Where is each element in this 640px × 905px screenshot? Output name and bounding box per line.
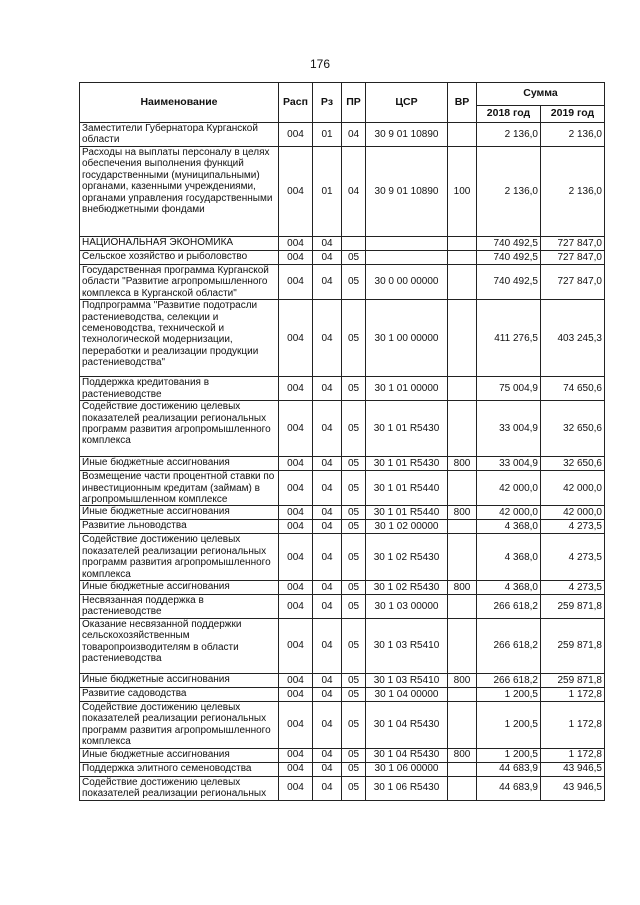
row-sum-2018: 44 683,9 xyxy=(477,776,541,800)
row-vr xyxy=(448,237,477,251)
row-pr xyxy=(342,237,366,251)
row-rz: 01 xyxy=(313,123,342,147)
row-vr xyxy=(448,619,477,674)
row-pr: 05 xyxy=(342,702,366,749)
row-name: Иные бюджетные ассигнования xyxy=(80,506,279,520)
row-rasp: 004 xyxy=(279,619,313,674)
row-vr: 800 xyxy=(448,674,477,688)
row-csr: 30 1 03 R5410 xyxy=(366,619,448,674)
row-pr: 05 xyxy=(342,674,366,688)
table-row xyxy=(80,251,605,265)
row-sum-2019: 42 000,0 xyxy=(541,506,605,520)
row-name: Подпрограмма "Развитие подотрасли растениеводства, селекции и семеноводства, технической и технологической модернизации, переработки и реализации продукции растениеводства" xyxy=(80,300,279,377)
row-name: Иные бюджетные ассигнования xyxy=(80,748,279,762)
row-pr: 04 xyxy=(342,147,366,237)
row-sum-2018: 266 618,2 xyxy=(477,619,541,674)
row-name: Государственная программа Курганской области "Развитие агропромышленного комплекса в Курганской области" xyxy=(80,265,279,300)
row-sum-2019: 32 650,6 xyxy=(541,457,605,471)
row-csr: 30 1 02 00000 xyxy=(366,520,448,534)
row-sum-2019: 259 871,8 xyxy=(541,674,605,688)
row-vr xyxy=(448,265,477,300)
row-sum-2018: 33 004,9 xyxy=(477,457,541,471)
row-rz: 04 xyxy=(313,748,342,762)
row-vr: 100 xyxy=(448,147,477,237)
header-pr: ПР xyxy=(342,83,366,123)
row-pr: 05 xyxy=(342,377,366,401)
row-sum-2019: 42 000,0 xyxy=(541,471,605,506)
row-name: Возмещение части процентной ставки по инвестиционным кредитам (займам) в агропромышленном комплексе xyxy=(80,471,279,506)
table-row xyxy=(80,457,605,471)
row-vr xyxy=(448,702,477,749)
row-sum-2019: 4 273,5 xyxy=(541,520,605,534)
row-rz: 04 xyxy=(313,457,342,471)
row-rasp: 004 xyxy=(279,265,313,300)
row-csr: 30 1 01 R5430 xyxy=(366,401,448,457)
row-sum-2019: 4 273,5 xyxy=(541,581,605,595)
row-csr: 30 1 03 R5410 xyxy=(366,674,448,688)
table-row xyxy=(80,401,605,457)
row-sum-2018: 4 368,0 xyxy=(477,581,541,595)
row-sum-2018: 1 200,5 xyxy=(477,748,541,762)
header-vr: ВР xyxy=(448,83,477,123)
table-row xyxy=(80,595,605,619)
table-row xyxy=(80,619,605,674)
row-pr: 05 xyxy=(342,762,366,776)
row-rz: 04 xyxy=(313,776,342,800)
row-csr: 30 1 06 R5430 xyxy=(366,776,448,800)
row-sum-2018: 411 276,5 xyxy=(477,300,541,377)
row-rasp: 004 xyxy=(279,377,313,401)
row-sum-2019: 43 946,5 xyxy=(541,762,605,776)
row-vr xyxy=(448,534,477,581)
row-pr: 05 xyxy=(342,619,366,674)
row-rz: 04 xyxy=(313,619,342,674)
row-rz: 04 xyxy=(313,702,342,749)
row-rz: 04 xyxy=(313,471,342,506)
row-sum-2019: 1 172,8 xyxy=(541,702,605,749)
row-sum-2019: 727 847,0 xyxy=(541,251,605,265)
row-pr: 05 xyxy=(342,265,366,300)
row-vr xyxy=(448,251,477,265)
row-csr: 30 1 00 00000 xyxy=(366,300,448,377)
row-name: Заместители Губернатора Курганской области xyxy=(80,123,279,147)
row-pr: 05 xyxy=(342,581,366,595)
row-csr: 30 1 04 R5430 xyxy=(366,702,448,749)
row-sum-2018: 33 004,9 xyxy=(477,401,541,457)
row-vr xyxy=(448,401,477,457)
row-vr xyxy=(448,688,477,702)
row-vr: 800 xyxy=(448,748,477,762)
row-rasp: 004 xyxy=(279,748,313,762)
header-2018: 2018 год xyxy=(477,106,541,123)
row-rz: 04 xyxy=(313,265,342,300)
row-csr: 30 1 06 00000 xyxy=(366,762,448,776)
row-sum-2019: 1 172,8 xyxy=(541,688,605,702)
header-sum: Сумма xyxy=(477,83,605,106)
row-sum-2018: 2 136,0 xyxy=(477,123,541,147)
row-pr: 05 xyxy=(342,595,366,619)
row-sum-2018: 42 000,0 xyxy=(477,506,541,520)
row-csr: 30 1 02 R5430 xyxy=(366,581,448,595)
table-row xyxy=(80,237,605,251)
row-vr xyxy=(448,595,477,619)
row-name: Содействие достижению целевых показателей реализации региональных xyxy=(80,776,279,800)
row-sum-2018: 1 200,5 xyxy=(477,702,541,749)
row-vr xyxy=(448,471,477,506)
header-rasp: Расп xyxy=(279,83,313,123)
row-sum-2018: 266 618,2 xyxy=(477,595,541,619)
row-sum-2018: 2 136,0 xyxy=(477,147,541,237)
row-rasp: 004 xyxy=(279,581,313,595)
row-rz: 04 xyxy=(313,534,342,581)
row-rasp: 004 xyxy=(279,471,313,506)
row-sum-2019: 32 650,6 xyxy=(541,401,605,457)
row-rasp: 004 xyxy=(279,457,313,471)
row-name: НАЦИОНАЛЬНАЯ ЭКОНОМИКА xyxy=(80,237,279,251)
row-csr: 30 1 04 R5430 xyxy=(366,748,448,762)
row-sum-2018: 44 683,9 xyxy=(477,762,541,776)
table-row xyxy=(80,265,605,300)
row-pr: 05 xyxy=(342,776,366,800)
table-row xyxy=(80,534,605,581)
row-sum-2018: 4 368,0 xyxy=(477,520,541,534)
row-rz: 04 xyxy=(313,506,342,520)
row-rz: 04 xyxy=(313,520,342,534)
row-rasp: 004 xyxy=(279,762,313,776)
row-rasp: 004 xyxy=(279,401,313,457)
row-pr: 05 xyxy=(342,520,366,534)
row-pr: 05 xyxy=(342,300,366,377)
row-sum-2019: 403 245,3 xyxy=(541,300,605,377)
budget-table xyxy=(79,82,605,801)
row-rasp: 004 xyxy=(279,123,313,147)
row-rasp: 004 xyxy=(279,300,313,377)
header-name: Наименование xyxy=(80,83,279,123)
table-row xyxy=(80,123,605,147)
row-name: Поддержка элитного семеноводства xyxy=(80,762,279,776)
row-rasp: 004 xyxy=(279,237,313,251)
row-pr: 04 xyxy=(342,123,366,147)
row-csr xyxy=(366,237,448,251)
row-name: Иные бюджетные ассигнования xyxy=(80,674,279,688)
row-name: Несвязанная поддержка в растениеводстве xyxy=(80,595,279,619)
table-row xyxy=(80,702,605,749)
row-pr: 05 xyxy=(342,534,366,581)
row-rasp: 004 xyxy=(279,251,313,265)
row-vr: 800 xyxy=(448,457,477,471)
row-csr: 30 1 01 R5430 xyxy=(366,457,448,471)
row-rz: 04 xyxy=(313,300,342,377)
row-pr: 05 xyxy=(342,748,366,762)
row-name: Поддержка кредитования в растениеводстве xyxy=(80,377,279,401)
row-csr: 30 1 01 00000 xyxy=(366,377,448,401)
row-sum-2018: 740 492,5 xyxy=(477,251,541,265)
row-sum-2018: 266 618,2 xyxy=(477,674,541,688)
row-rasp: 004 xyxy=(279,147,313,237)
row-sum-2019: 727 847,0 xyxy=(541,265,605,300)
row-sum-2019: 2 136,0 xyxy=(541,123,605,147)
row-vr xyxy=(448,377,477,401)
row-rasp: 004 xyxy=(279,595,313,619)
row-csr: 30 1 02 R5430 xyxy=(366,534,448,581)
row-name: Развитие садоводства xyxy=(80,688,279,702)
row-csr: 30 1 03 00000 xyxy=(366,595,448,619)
row-rasp: 004 xyxy=(279,520,313,534)
table-row xyxy=(80,471,605,506)
row-pr: 05 xyxy=(342,688,366,702)
row-rz: 04 xyxy=(313,401,342,457)
table-row xyxy=(80,762,605,776)
row-vr xyxy=(448,776,477,800)
row-rz: 04 xyxy=(313,377,342,401)
table-row xyxy=(80,506,605,520)
row-pr: 05 xyxy=(342,251,366,265)
row-rz: 04 xyxy=(313,251,342,265)
row-sum-2019: 259 871,8 xyxy=(541,619,605,674)
row-rz: 04 xyxy=(313,762,342,776)
row-rz: 04 xyxy=(313,581,342,595)
row-csr: 30 9 01 10890 xyxy=(366,123,448,147)
row-vr xyxy=(448,520,477,534)
row-rasp: 004 xyxy=(279,702,313,749)
table-row xyxy=(80,147,605,237)
row-name: Оказание несвязанной поддержки сельскохозяйственным товаропроизводителям в области растениеводства xyxy=(80,619,279,674)
row-rz: 04 xyxy=(313,688,342,702)
row-sum-2018: 1 200,5 xyxy=(477,688,541,702)
row-sum-2019: 259 871,8 xyxy=(541,595,605,619)
row-rasp: 004 xyxy=(279,674,313,688)
row-csr: 30 1 01 R5440 xyxy=(366,506,448,520)
row-rasp: 004 xyxy=(279,776,313,800)
row-sum-2019: 1 172,8 xyxy=(541,748,605,762)
table-row xyxy=(80,688,605,702)
row-pr: 05 xyxy=(342,471,366,506)
row-rz: 04 xyxy=(313,237,342,251)
header-csr: ЦСР xyxy=(366,83,448,123)
row-vr xyxy=(448,300,477,377)
row-vr: 800 xyxy=(448,581,477,595)
row-name: Содействие достижению целевых показателей реализации региональных программ развития агропромышленного комплекса xyxy=(80,534,279,581)
row-name: Содействие достижению целевых показателей реализации региональных программ развития агропромышленного комплекса xyxy=(80,401,279,457)
table-row xyxy=(80,748,605,762)
row-sum-2018: 740 492,5 xyxy=(477,265,541,300)
row-sum-2019: 74 650,6 xyxy=(541,377,605,401)
row-sum-2019: 2 136,0 xyxy=(541,147,605,237)
row-rasp: 004 xyxy=(279,506,313,520)
row-name: Иные бюджетные ассигнования xyxy=(80,581,279,595)
row-sum-2019: 4 273,5 xyxy=(541,534,605,581)
row-pr: 05 xyxy=(342,401,366,457)
row-csr: 30 0 00 00000 xyxy=(366,265,448,300)
row-rz: 04 xyxy=(313,595,342,619)
row-vr: 800 xyxy=(448,506,477,520)
row-name: Содействие достижению целевых показателей реализации региональных программ развития агропромышленного комплекса xyxy=(80,702,279,749)
row-rz: 01 xyxy=(313,147,342,237)
row-vr xyxy=(448,123,477,147)
row-csr xyxy=(366,251,448,265)
row-name: Сельское хозяйство и рыболовство xyxy=(80,251,279,265)
row-sum-2019: 43 946,5 xyxy=(541,776,605,800)
row-name: Иные бюджетные ассигнования xyxy=(80,457,279,471)
page-number: 176 xyxy=(309,57,331,71)
row-name: Расходы на выплаты персоналу в целях обеспечения выполнения функций государственными (муниципальными) органами, казенными учреждениями, органами управления государственными внебюджетными фондами xyxy=(80,147,279,237)
row-sum-2018: 42 000,0 xyxy=(477,471,541,506)
row-name: Развитие льноводства xyxy=(80,520,279,534)
row-rz: 04 xyxy=(313,674,342,688)
table-row xyxy=(80,776,605,800)
row-sum-2018: 75 004,9 xyxy=(477,377,541,401)
row-sum-2018: 4 368,0 xyxy=(477,534,541,581)
table-row xyxy=(80,377,605,401)
row-pr: 05 xyxy=(342,506,366,520)
table-row xyxy=(80,581,605,595)
row-rasp: 004 xyxy=(279,688,313,702)
table-row xyxy=(80,300,605,377)
row-csr: 30 1 01 R5440 xyxy=(366,471,448,506)
table-row xyxy=(80,520,605,534)
header-2019: 2019 год xyxy=(541,106,605,123)
row-rasp: 004 xyxy=(279,534,313,581)
table-row xyxy=(80,674,605,688)
row-csr: 30 1 04 00000 xyxy=(366,688,448,702)
row-sum-2018: 740 492,5 xyxy=(477,237,541,251)
row-sum-2019: 727 847,0 xyxy=(541,237,605,251)
row-csr: 30 9 01 10890 xyxy=(366,147,448,237)
row-vr xyxy=(448,762,477,776)
header-rz: Рз xyxy=(313,83,342,123)
row-pr: 05 xyxy=(342,457,366,471)
